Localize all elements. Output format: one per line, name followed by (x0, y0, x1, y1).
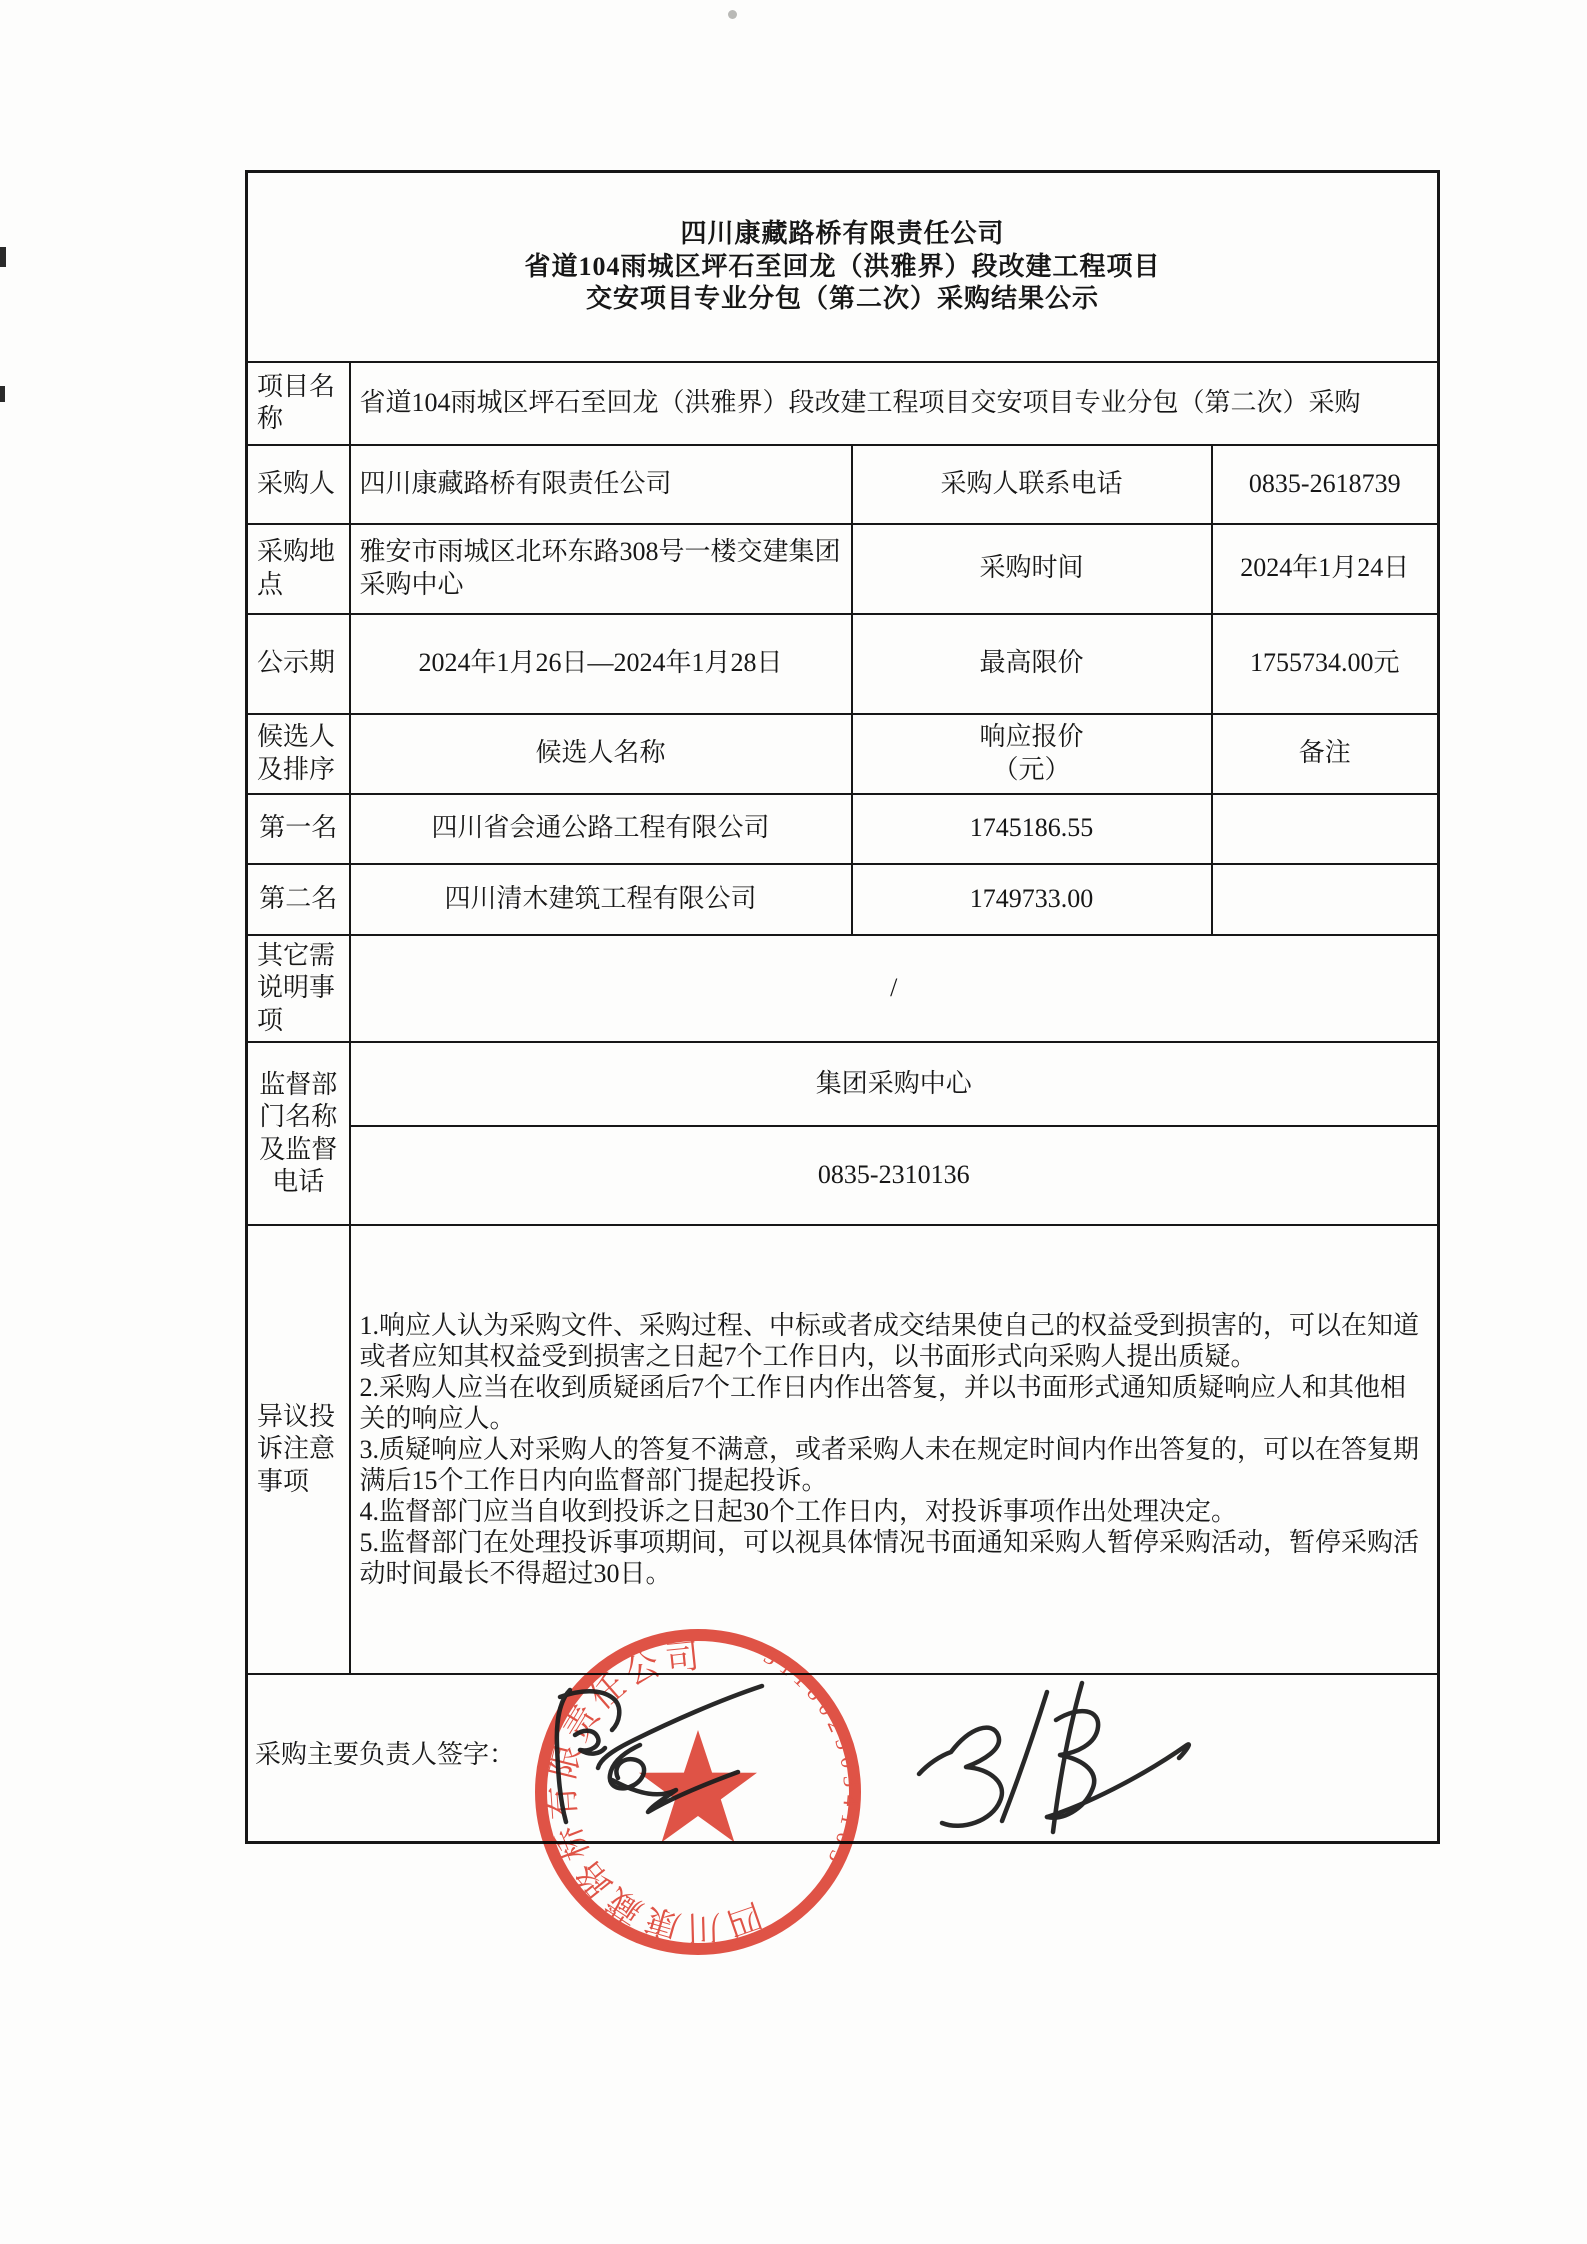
objection-label: 异议投诉注意事项 (247, 1225, 350, 1674)
location-value: 雅安市雨城区北环东路308号一楼交建集团采购中心 (350, 524, 852, 614)
objection-item: 4.监督部门应当自收到投诉之日起30个工作日内，对投诉事项作出处理决定。 (359, 1497, 1238, 1526)
title-line-2: 省道104雨城区坪石至回龙（洪雅界）段改建工程项目 (524, 251, 1161, 281)
document-title (247, 172, 1439, 362)
candidates-label: 候选人及排序 (247, 714, 350, 794)
seal-company-text: 四川康藏路桥有限责任公司 (544, 1637, 767, 1946)
candidate-rank: 第一名 (247, 794, 350, 864)
objection-item: 5.监督部门在处理投诉事项期间，可以视具体情况书面通知采购人暂停采购活动，暂停采购活动时间最长不得超过30日。 (359, 1528, 1420, 1588)
scan-edge-mark (0, 386, 5, 402)
objection-item: 1.响应人认为采购文件、采购过程、中标或者成交结果使自己的权益受到损害的，可以在知道或者应知其权益受到损害之日起7个工作日内，以书面形式向采购人提出质疑。 (359, 1311, 1420, 1371)
project-name-value: 省道104雨城区坪石至回龙（洪雅界）段改建工程项目交安项目专业分包（第二次）采购 (350, 362, 1439, 445)
signature-label: 采购主要负责人签字： (255, 1739, 516, 1769)
objection-content (350, 1225, 1439, 1674)
procurement-result-table (245, 170, 1440, 1844)
scan-speck (728, 10, 737, 19)
location-label: 采购地点 (247, 524, 350, 614)
objection-item: 3.质疑响应人对采购人的答复不满意，或者采购人未在规定时间内作出答复的，可以在答复期满后15个工作日内向监督部门提起投诉。 (359, 1435, 1420, 1495)
purchaser-phone-label: 采购人联系电话 (852, 445, 1212, 524)
other-notes-label: 其它需说明事项 (247, 935, 350, 1043)
max-price-label: 最高限价 (852, 614, 1212, 714)
supervision-label: 监督部门名称及监督电话 (247, 1042, 350, 1225)
candidate-remark (1212, 864, 1439, 935)
supervision-department: 集团采购中心 (350, 1042, 1439, 1126)
signature-row (247, 1674, 1439, 1842)
candidate-bid: 1745186.55 (852, 794, 1212, 864)
objection-item: 2.采购人应当在收到质疑函后7个工作日内作出答复，并以书面形式通知质疑响应人和其他相关的响应人。 (359, 1373, 1407, 1433)
publicity-period-label: 公示期 (247, 614, 350, 714)
title-line-1: 四川康藏路桥有限责任公司 (680, 219, 1005, 248)
purchaser-value: 四川康藏路桥有限责任公司 (350, 445, 852, 524)
bid-header (852, 714, 1212, 794)
scan-edge-mark (0, 247, 6, 267)
table-row (247, 864, 1439, 935)
purchase-time-value: 2024年1月24日 (1212, 524, 1439, 614)
table-row (247, 794, 1439, 864)
project-name-label: 项目名称 (247, 362, 350, 445)
bid-header-line2: （元） (992, 754, 1071, 784)
supervision-phone: 0835-2310136 (350, 1126, 1439, 1225)
candidate-rank: 第二名 (247, 864, 350, 935)
candidate-remark (1212, 794, 1439, 864)
purchaser-label: 采购人 (247, 445, 350, 524)
purchaser-phone-value: 0835-2618739 (1212, 445, 1439, 524)
remark-header: 备注 (1212, 714, 1439, 794)
candidate-name: 四川清木建筑工程有限公司 (350, 864, 852, 935)
candidate-bid: 1749733.00 (852, 864, 1212, 935)
other-notes-value: / (350, 935, 1439, 1043)
publicity-period-value: 2024年1月26日—2024年1月28日 (350, 614, 852, 714)
candidate-name: 四川省会通公路工程有限公司 (350, 794, 852, 864)
title-line-3: 交安项目专业分包（第二次）采购结果公示 (586, 284, 1100, 313)
purchase-time-label: 采购时间 (852, 524, 1212, 614)
max-price-value: 1755734.00元 (1212, 614, 1439, 714)
seal-serial-text: 5118025034105 (759, 1643, 865, 1875)
bid-header-line1: 响应报价 (979, 722, 1084, 751)
candidate-name-header: 候选人名称 (350, 714, 852, 794)
